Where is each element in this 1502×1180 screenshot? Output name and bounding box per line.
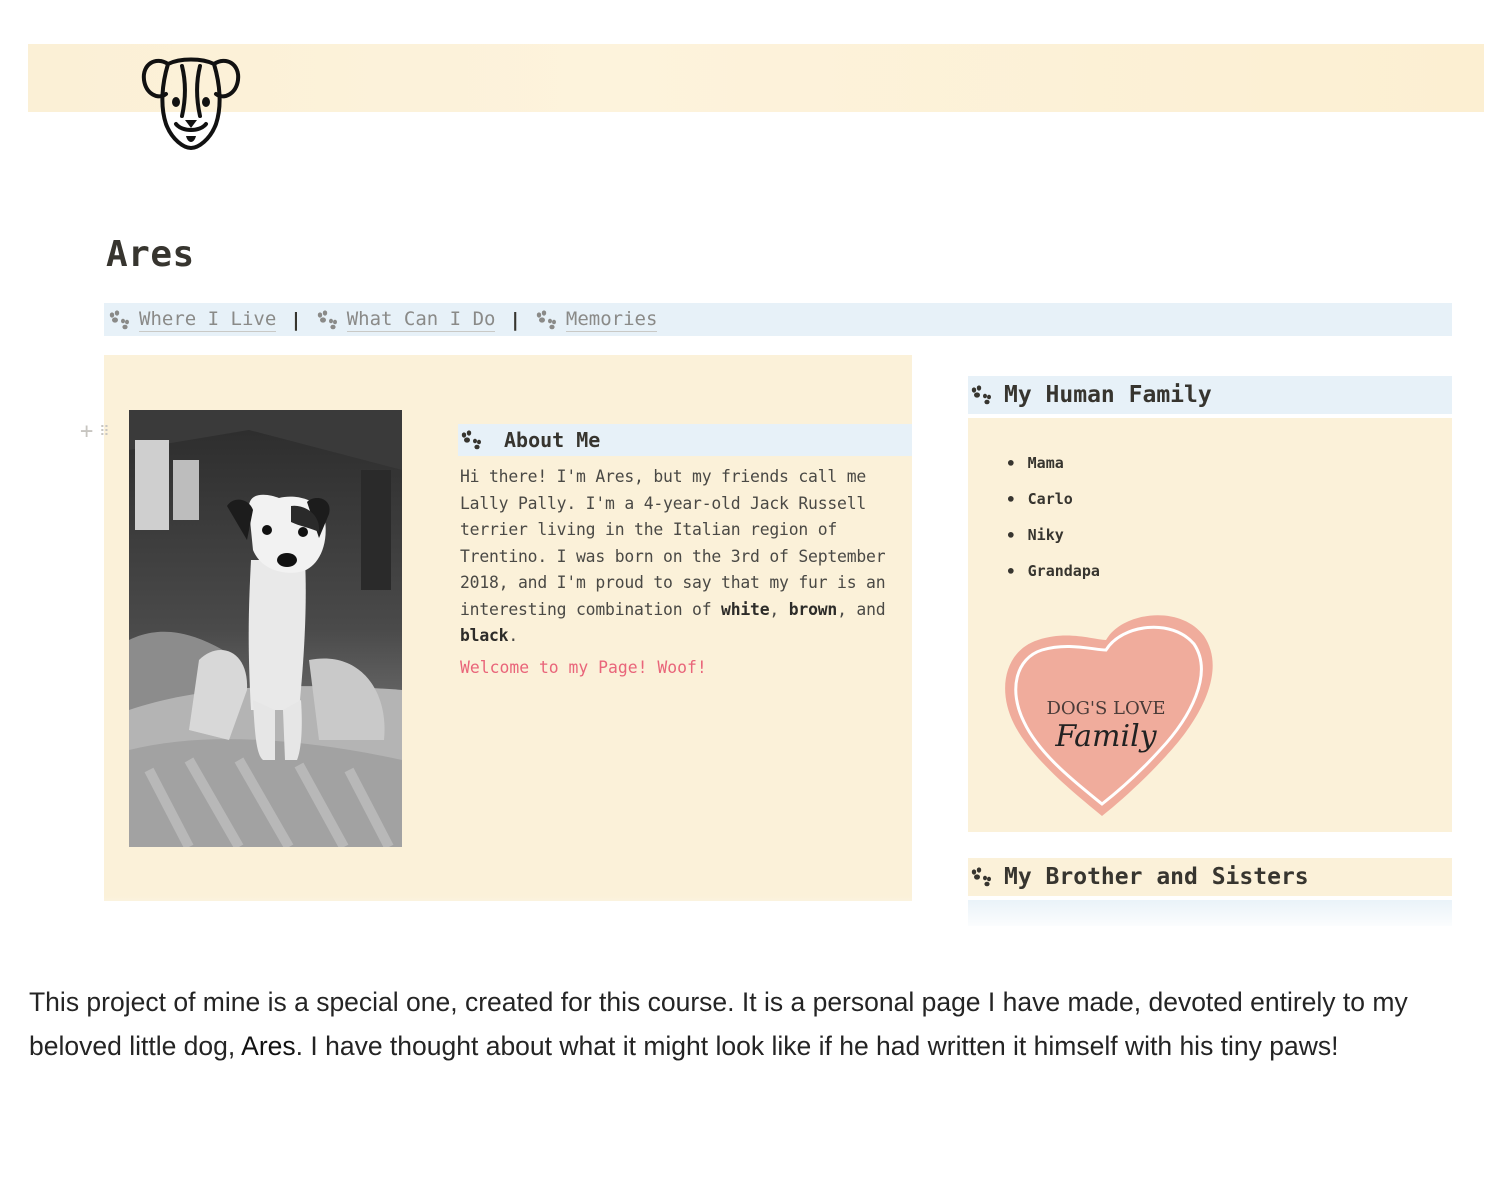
nav-link-label: What Can I Do xyxy=(346,307,496,330)
list-item[interactable]: • Grandapa xyxy=(1006,562,1100,598)
text-period: . xyxy=(508,626,519,645)
dog-face-icon[interactable] xyxy=(136,50,246,150)
fur-color-black: black xyxy=(460,626,509,645)
text-separator: , and xyxy=(837,599,886,619)
about-me-heading-label: About Me xyxy=(504,428,601,452)
block-handle[interactable] xyxy=(80,419,108,444)
brother-and-sisters-heading xyxy=(968,858,1452,896)
notion-page-screenshot xyxy=(28,44,1484,926)
list-item[interactable]: • Carlo xyxy=(1006,490,1100,526)
human-family-heading xyxy=(968,376,1452,414)
human-family-heading-label: My Human Family xyxy=(1004,382,1212,408)
paw-print-icon xyxy=(970,867,992,887)
nav-separator: | xyxy=(290,308,302,331)
about-me-text[interactable] xyxy=(460,464,908,650)
paw-print-icon xyxy=(460,430,482,450)
text-separator: , xyxy=(769,599,789,619)
about-me-heading xyxy=(458,424,912,456)
caption-text-after: . I have thought about what it might look like if he had written it himself with his tiny paws! xyxy=(295,1031,1339,1061)
sticker-line-1: DOG'S LOVE xyxy=(1046,698,1166,719)
page-title: Ares xyxy=(106,234,195,275)
paw-print-icon xyxy=(535,310,557,330)
caption-dog-name: Ares xyxy=(241,1031,296,1061)
nav-separator: | xyxy=(509,308,521,331)
page-cover xyxy=(28,44,1484,112)
sticker-line-2: Family xyxy=(1055,719,1157,754)
nav-link-label: Memories xyxy=(565,307,658,330)
drag-handle-icon[interactable]: ⠿ xyxy=(99,423,108,440)
nav-link-where-i-live[interactable] xyxy=(108,308,276,332)
welcome-text[interactable]: Welcome to my Page! Woof! xyxy=(460,658,707,677)
fur-color-brown: brown xyxy=(788,599,838,619)
nav-link-what-can-i-do[interactable] xyxy=(316,308,496,332)
list-item[interactable]: • Niky xyxy=(1006,526,1100,562)
nav-link-label: Where I Live xyxy=(139,307,277,330)
brother-and-sisters-callout xyxy=(968,900,1452,926)
fur-color-white: white xyxy=(721,599,770,619)
nav-link-memories[interactable] xyxy=(535,308,658,332)
paw-print-icon xyxy=(108,310,130,330)
brother-and-sisters-heading-label: My Brother and Sisters xyxy=(1004,864,1309,890)
plus-icon[interactable]: + xyxy=(80,419,94,444)
page-navigation xyxy=(104,303,1452,336)
dog-photo xyxy=(129,410,402,847)
human-family-callout xyxy=(968,418,1452,832)
caption-text-before: This project of mine is a special one, created for this course. It is a personal page I have made, devoted entirely to my beloved little dog, xyxy=(29,987,1408,1061)
family-member-list xyxy=(1006,454,1100,598)
paw-print-icon xyxy=(316,310,338,330)
dogs-love-family-sticker xyxy=(1002,610,1216,822)
list-item[interactable]: • Mama xyxy=(1006,454,1100,490)
paw-print-icon xyxy=(970,385,992,405)
about-intro: Hi there! I'm Ares, but my friends call me Lally Pally. I'm a 4-year-old Jack Russell terrier living in the Italian region of Trentino. I was born on the 3rd of September 2018, and I'm proud to say that my fur is an interesting combination of xyxy=(460,467,886,619)
project-description xyxy=(29,980,1469,1068)
